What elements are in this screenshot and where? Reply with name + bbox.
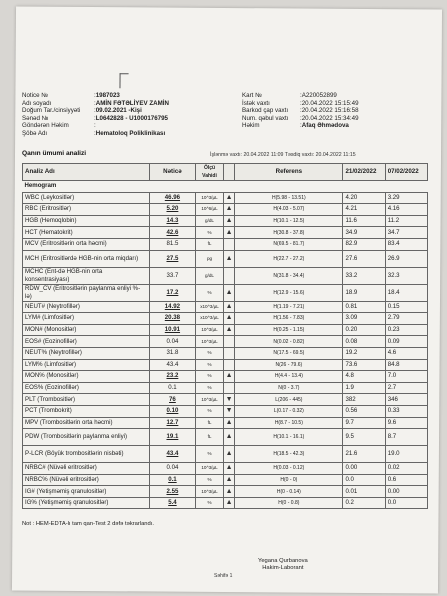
analysis-name: IG% (Yetişməmiş qranulositlər) xyxy=(23,497,150,509)
unit: 10^3/µL xyxy=(196,336,224,348)
group-row xyxy=(23,181,428,193)
flag-arrow-icon: ▲ xyxy=(223,250,234,267)
label: Barkod çap vaxtı xyxy=(242,107,289,115)
value: Hematoloq Poliklinikası xyxy=(95,129,166,137)
reference-range: H(0 - 0) xyxy=(235,474,343,486)
label: Kart № xyxy=(242,92,262,99)
reference-range: N(0 - 3.7) xyxy=(235,382,343,394)
result-value: 76 xyxy=(149,394,195,406)
flag-arrow-icon: ▲ xyxy=(223,215,234,227)
reference-range: N(0.02 - 0.82) xyxy=(235,336,343,348)
table-row xyxy=(23,382,428,394)
previous-result-1: 9.5 xyxy=(343,429,385,446)
meta-row: Barkod çap vaxtı : 20.04.2022 15:16:58 xyxy=(242,107,359,115)
previous-result-1: 0.01 xyxy=(343,486,385,498)
flag-arrow-icon: ▲ xyxy=(223,301,234,313)
col-header-analysis: Analiz Adı xyxy=(23,164,150,181)
flag-arrow-icon xyxy=(223,238,234,250)
reference-range: H(4.4 - 13.4) xyxy=(235,371,343,383)
value: A220052899 xyxy=(301,92,337,99)
analysis-name: MON# (Monositlər) xyxy=(23,324,150,336)
result-value: 46.96 xyxy=(149,192,195,204)
analysis-name: HCT (Hematokrit) xyxy=(23,227,150,239)
reference-range: N(69.5 - 81.7) xyxy=(235,238,343,250)
analysis-name: WBC (Leykositlər) xyxy=(23,192,150,204)
label: Adı soyadı xyxy=(22,99,52,107)
visit-info xyxy=(242,92,359,130)
meta-row: Kart № : A220052899 xyxy=(242,92,337,99)
previous-result-1: 4.8 xyxy=(343,371,385,383)
label: Göndərən Həkim xyxy=(22,122,69,130)
result-value: 5.4 xyxy=(149,497,195,509)
meta-row: İstək vaxtı : 20.04.2022 15:15:49 xyxy=(242,99,359,107)
unit: fL xyxy=(196,238,224,250)
flag-arrow-icon: ▲ xyxy=(223,429,234,446)
patient-row: Notice № : 1987023 xyxy=(22,92,120,99)
analysis-name: LYM# (Limfositlər) xyxy=(23,313,150,325)
previous-result-2: 0.0 xyxy=(385,497,427,509)
reference-range: H(5.98 - 13.51) xyxy=(235,192,343,204)
flag-arrow-icon: ▼ xyxy=(223,394,234,406)
previous-result-1: 11.6 xyxy=(343,215,385,227)
label: Sənəd № xyxy=(22,114,49,122)
table-row xyxy=(23,405,428,417)
result-value: 27.5 xyxy=(149,250,195,267)
flag-arrow-icon: ▲ xyxy=(223,324,234,336)
previous-result-1: 73.6 xyxy=(343,359,385,371)
table-row xyxy=(23,238,428,250)
results-body xyxy=(23,181,428,509)
col-header-flag xyxy=(223,164,234,181)
previous-result-2: 83.4 xyxy=(385,238,427,250)
table-row xyxy=(23,463,428,475)
label: Şöbə Adı xyxy=(22,129,48,137)
previous-result-1: 0.00 xyxy=(343,463,385,475)
previous-result-1: 27.6 xyxy=(343,250,385,267)
result-value: 17.2 xyxy=(149,284,195,301)
unit: 10^3/µL xyxy=(196,463,224,475)
value: 20.04.2022 15:16:58 xyxy=(301,107,359,115)
reference-range: H(0.03 - 0.12) xyxy=(235,463,343,475)
table-row xyxy=(23,215,428,227)
results-table xyxy=(22,163,428,509)
group-title: Hemogram xyxy=(23,181,428,193)
previous-result-2: 2.7 xyxy=(385,382,427,394)
unit: % xyxy=(196,359,224,371)
analysis-name: MPV (Trombositlərin orta həcmi) xyxy=(23,417,150,429)
previous-result-2: 8.7 xyxy=(385,429,427,446)
label: Həkim xyxy=(242,122,260,130)
previous-result-1: 0.56 xyxy=(343,405,385,417)
analysis-name: RDW_CV (Eritrositlərin paylanma enliyi %-lə) xyxy=(23,284,150,301)
previous-result-1: 0.2 xyxy=(343,497,385,509)
flag-arrow-icon xyxy=(223,359,234,371)
previous-result-2: 0.15 xyxy=(385,301,427,313)
table-row xyxy=(23,497,428,509)
table-row xyxy=(23,429,428,446)
previous-result-1: 34.9 xyxy=(343,227,385,239)
flag-arrow-icon: ▲ xyxy=(223,313,234,325)
analysis-name: PDW (Trombositlərin paylanma enliyi) xyxy=(23,429,150,446)
result-value: 31.8 xyxy=(149,347,195,359)
unit: % xyxy=(196,405,224,417)
reference-range: H(12.9 - 15.6) xyxy=(235,284,343,301)
patient-row: Adı soyadı : AMİN FƏTƏLİYEV ZAMİN xyxy=(22,99,169,107)
table-row xyxy=(23,336,428,348)
analysis-name: LYM% (Limfositlər) xyxy=(23,359,150,371)
table-row xyxy=(23,227,428,239)
result-value: 0.04 xyxy=(149,336,195,348)
timestamps: İşlənmə vaxtı: 20.04.2022 11:09 Təsdiq vaxtı: 20.04.2022 11:15 xyxy=(210,152,356,158)
value: 09.02.2021 -Kişi xyxy=(95,107,142,115)
flag-arrow-icon: ▲ xyxy=(223,227,234,239)
unit: fL xyxy=(196,417,224,429)
previous-result-1: 9.7 xyxy=(343,417,385,429)
result-value: 42.6 xyxy=(149,227,195,239)
unit: x10^3/µL xyxy=(196,301,224,313)
previous-result-1: 33.2 xyxy=(343,267,385,284)
previous-result-2: 346 xyxy=(385,394,427,406)
result-value: 14.3 xyxy=(149,215,195,227)
reference-range: L(206 - 445) xyxy=(235,394,343,406)
label: Notice № xyxy=(22,92,48,99)
table-row xyxy=(23,301,428,313)
value: AMİN FƏTƏLİYEV ZAMİN xyxy=(95,99,169,107)
table-row xyxy=(23,284,428,301)
flag-arrow-icon xyxy=(223,336,234,348)
analysis-name: IG# (Yetişməmiş qranulositlər) xyxy=(23,486,150,498)
result-value: 14.92 xyxy=(149,301,195,313)
unit: % xyxy=(196,347,224,359)
analysis-name: RBC (Eritrositlər) xyxy=(23,204,150,216)
patient-info xyxy=(22,92,169,138)
table-row xyxy=(23,324,428,336)
previous-result-1: 4.21 xyxy=(343,204,385,216)
previous-result-2: 18.4 xyxy=(385,284,427,301)
label: Num. qəbul vaxtı xyxy=(242,114,289,122)
previous-result-2: 0.23 xyxy=(385,324,427,336)
flag-arrow-icon: ▲ xyxy=(223,284,234,301)
reference-range: H(0 - 0.8) xyxy=(235,497,343,509)
reference-range: H(0 - 0.14) xyxy=(235,486,343,498)
unit: 10^3/µL xyxy=(196,394,224,406)
flag-arrow-icon: ▲ xyxy=(223,497,234,509)
unit: 10^3/µL xyxy=(196,486,224,498)
reference-range: H(8.7 - 10.5) xyxy=(235,417,343,429)
result-value: 23.2 xyxy=(149,371,195,383)
analysis-name: EOS% (Eozinofillər) xyxy=(23,382,150,394)
reference-range: H(30.8 - 37.8) xyxy=(235,227,343,239)
previous-result-2: 11.2 xyxy=(385,215,427,227)
signer-role: Hakim-Laborant xyxy=(262,565,304,571)
analysis-name: NRBC% (Nüvəli eritrositlər) xyxy=(23,474,150,486)
value: Afaq Əhmədova xyxy=(301,122,349,130)
analysis-name: P-LCR (Böyük trombositlərin nisbəti) xyxy=(23,446,150,463)
analysis-name: PCT (Trombokrit) xyxy=(23,405,150,417)
unit: fL xyxy=(196,429,224,446)
previous-result-2: 9.6 xyxy=(385,417,427,429)
analysis-name: HGB (Hemoqlobin) xyxy=(23,215,150,227)
flag-arrow-icon: ▲ xyxy=(223,446,234,463)
flag-arrow-icon: ▲ xyxy=(223,192,234,204)
flag-arrow-icon xyxy=(223,382,234,394)
patient-row: Göndərən Həkim : xyxy=(22,122,96,130)
reference-range: H(0.25 - 1.15) xyxy=(235,324,343,336)
analysis-name: MCV (Eritrositlərin orta həcmi) xyxy=(23,238,150,250)
reference-range: H(1.56 - 7.83) xyxy=(235,313,343,325)
flag-arrow-icon: ▲ xyxy=(223,486,234,498)
previous-result-2: 7.0 xyxy=(385,371,427,383)
crop-mark xyxy=(119,73,128,88)
col-header-unit: Ölçü Vahidi xyxy=(196,164,224,181)
reference-range: H(4.03 - 5.07) xyxy=(235,204,343,216)
table-row xyxy=(23,371,428,383)
label: İstək vaxtı xyxy=(242,99,270,107)
unit: % xyxy=(196,446,224,463)
unit: g/dL xyxy=(196,267,224,284)
previous-result-2: 3.29 xyxy=(385,192,427,204)
result-value: 33.7 xyxy=(149,267,195,284)
value: 1987023 xyxy=(95,92,120,99)
reference-range: H(10.1 - 12.5) xyxy=(235,215,343,227)
reference-range: L(0.17 - 0.32) xyxy=(235,405,343,417)
unit: g/dL xyxy=(196,215,224,227)
reference-range: N(17.5 - 69.5) xyxy=(235,347,343,359)
analysis-name: PLT (Trombositlər) xyxy=(23,394,150,406)
previous-result-1: 19.2 xyxy=(343,347,385,359)
unit: % xyxy=(196,474,224,486)
unit: % xyxy=(196,227,224,239)
previous-result-2: 0.00 xyxy=(385,486,427,498)
table-row xyxy=(23,417,428,429)
page-number: Səhifə 1 xyxy=(214,573,233,579)
result-value: 5.20 xyxy=(149,204,195,216)
result-value: 12.7 xyxy=(149,417,195,429)
flag-arrow-icon: ▲ xyxy=(223,417,234,429)
previous-result-1: 0.08 xyxy=(343,336,385,348)
result-value: 0.1 xyxy=(149,474,195,486)
previous-result-1: 18.9 xyxy=(343,284,385,301)
table-row xyxy=(23,359,428,371)
reference-range: N(26 - 79.6) xyxy=(235,359,343,371)
result-value: 0.1 xyxy=(149,382,195,394)
value: 20.04.2022 15:34:49 xyxy=(301,114,359,122)
previous-result-2: 0.33 xyxy=(385,405,427,417)
previous-result-1: 82.9 xyxy=(343,238,385,250)
table-row xyxy=(23,313,428,325)
flag-arrow-icon xyxy=(223,347,234,359)
col-header-reference: Referens xyxy=(235,164,343,181)
table-header xyxy=(23,164,428,181)
flag-arrow-icon xyxy=(223,267,234,284)
unit: 10^3/µL xyxy=(196,324,224,336)
previous-result-2: 84.8 xyxy=(385,359,427,371)
flag-arrow-icon: ▲ xyxy=(223,463,234,475)
unit: % xyxy=(196,497,224,509)
value: 20.04.2022 15:15:49 xyxy=(301,99,359,107)
unit: 10^6/µL xyxy=(196,204,224,216)
previous-result-1: 21.6 xyxy=(343,446,385,463)
previous-result-1: 0.81 xyxy=(343,301,385,313)
previous-result-1: 0.20 xyxy=(343,324,385,336)
analysis-name: NEUT% (Neytrofillər) xyxy=(23,347,150,359)
reference-range: H(1.19 - 7.21) xyxy=(235,301,343,313)
result-value: 0.04 xyxy=(149,463,195,475)
result-value: 0.10 xyxy=(149,405,195,417)
unit: x10^3/µL xyxy=(196,313,224,325)
table-row xyxy=(23,394,428,406)
analysis-name: NEUT# (Neytrofillər) xyxy=(23,301,150,313)
previous-result-2: 2.79 xyxy=(385,313,427,325)
table-row xyxy=(23,267,428,284)
previous-result-1: 1.9 xyxy=(343,382,385,394)
previous-result-2: 34.7 xyxy=(385,227,427,239)
previous-result-1: 4.20 xyxy=(343,192,385,204)
col-header-prev2: 07/02/2022 xyxy=(385,164,427,181)
table-row xyxy=(23,474,428,486)
meta-row: Num. qəbul vaxtı : 20.04.2022 15:34:49 xyxy=(242,114,359,122)
analysis-name: MCHC (Ent-də HGB-nin orta konsentrasiyası) xyxy=(23,267,150,284)
unit: % xyxy=(196,371,224,383)
analysis-name: MCH (Eritrositlərdə HGB-nin orta miqdarı) xyxy=(23,250,150,267)
result-value: 20.38 xyxy=(149,313,195,325)
table-row xyxy=(23,486,428,498)
flag-arrow-icon: ▲ xyxy=(223,204,234,216)
signature-block xyxy=(258,558,308,572)
patient-row: Sənəd № : L0642828 - U1000176795 xyxy=(22,114,168,122)
col-header-result: Nəticə xyxy=(149,164,195,181)
result-value: 43.4 xyxy=(149,446,195,463)
previous-result-1: 0.0 xyxy=(343,474,385,486)
footnote: Not : HEM-EDTA-lı tam qan-Test 2 dəfə təkrarlandı. xyxy=(22,521,154,527)
previous-result-1: 382 xyxy=(343,394,385,406)
previous-result-1: 3.09 xyxy=(343,313,385,325)
unit: pg xyxy=(196,250,224,267)
previous-result-2: 26.9 xyxy=(385,250,427,267)
value: L0642828 - U1000176795 xyxy=(95,114,168,122)
col-header-prev1: 21/02/2022 xyxy=(343,164,385,181)
table-row xyxy=(23,347,428,359)
reference-range: N(31.8 - 34.4) xyxy=(235,267,343,284)
section-title: Qanın ümumi analizi xyxy=(22,150,87,157)
previous-result-2: 0.6 xyxy=(385,474,427,486)
result-value: 19.1 xyxy=(149,429,195,446)
table-row xyxy=(23,250,428,267)
previous-result-2: 0.02 xyxy=(385,463,427,475)
result-value: 81.5 xyxy=(149,238,195,250)
table-row xyxy=(23,446,428,463)
meta-row: Həkim : Afaq Əhmədova xyxy=(242,122,349,130)
result-value: 43.4 xyxy=(149,359,195,371)
analysis-name: MON% (Monositlər) xyxy=(23,371,150,383)
flag-arrow-icon: ▲ xyxy=(223,371,234,383)
reference-range: H(18.5 - 42.3) xyxy=(235,446,343,463)
signer-name: Yegana Qurbanova xyxy=(258,558,308,564)
previous-result-2: 4.6 xyxy=(385,347,427,359)
previous-result-2: 4.16 xyxy=(385,204,427,216)
patient-row: Doğum Tar./cinsiyyəti : 09.02.2021 -Kişi xyxy=(22,107,142,115)
flag-arrow-icon: ▲ xyxy=(223,474,234,486)
reference-range: H(22.7 - 27.2) xyxy=(235,250,343,267)
label: Doğum Tar./cinsiyyəti xyxy=(22,107,81,115)
patient-row: Şöbə Adı : Hematoloq Poliklinikası xyxy=(22,129,166,137)
previous-result-2: 0.09 xyxy=(385,336,427,348)
result-value: 2.55 xyxy=(149,486,195,498)
table-row xyxy=(23,192,428,204)
unit: % xyxy=(196,284,224,301)
result-value: 10.91 xyxy=(149,324,195,336)
unit: 10^3/µL xyxy=(196,192,224,204)
analysis-name: NRBC# (Nüvəli eritrositlər) xyxy=(23,463,150,475)
analysis-name: EOS# (Eozinofillər) xyxy=(23,336,150,348)
reference-range: H(10.1 - 16.1) xyxy=(235,429,343,446)
flag-arrow-icon: ▼ xyxy=(223,405,234,417)
table-row xyxy=(23,204,428,216)
previous-result-2: 32.3 xyxy=(385,267,427,284)
previous-result-2: 19.0 xyxy=(385,446,427,463)
unit: % xyxy=(196,382,224,394)
